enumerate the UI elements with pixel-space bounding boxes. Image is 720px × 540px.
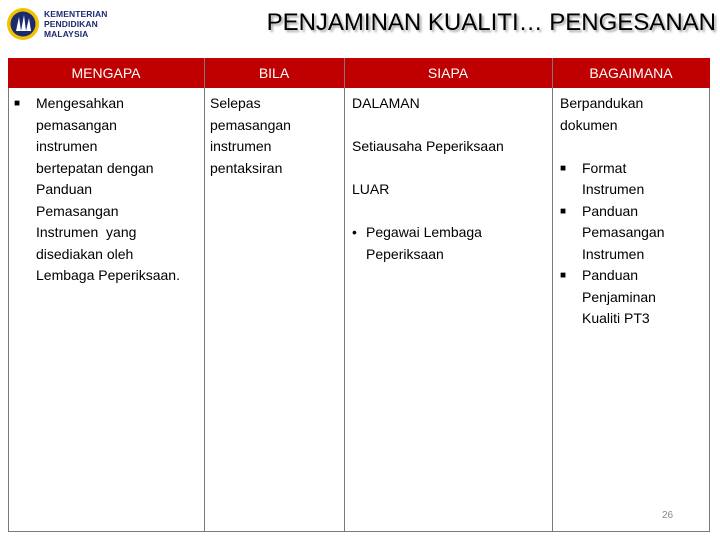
list-item (14, 93, 204, 287)
cell-bagaimana (560, 93, 708, 330)
bagaimana-item-line: Instrumen (582, 245, 645, 262)
bagaimana-intro-line: Berpandukan (560, 95, 644, 111)
bagaimana-item-line: Instrumen (582, 181, 645, 197)
square-bullet-icon: ■ (14, 98, 21, 109)
mengapa-line: Pemasangan (36, 202, 119, 219)
list-item (560, 201, 708, 266)
header-mengapa: MENGAPA (8, 58, 204, 88)
bila-line: pentaksiran (210, 159, 283, 176)
bila-line: instrumen (210, 138, 272, 154)
column-divider (552, 58, 553, 532)
bagaimana-item-line: Pemasangan (582, 224, 665, 240)
bagaimana-item-line: Panduan (582, 267, 639, 283)
mengapa-line: Instrumen yang (36, 224, 137, 240)
cell-siapa (352, 93, 548, 265)
cell-mengapa (14, 93, 204, 287)
bagaimana-item-line: Penjaminan (582, 288, 656, 305)
logo-line-1: KEMENTERIAN (44, 9, 108, 19)
square-bullet-icon: ■ (560, 270, 567, 281)
siapa-pegawai-line: Pegawai Lembaga (366, 224, 482, 240)
header-bagaimana: BAGAIMANA (552, 58, 710, 88)
bila-line: Selepas (210, 95, 261, 111)
square-bullet-icon: ■ (560, 205, 567, 217)
logo-line-3: MALAYSIA (44, 29, 89, 39)
siapa-luar-label: LUAR (352, 181, 390, 197)
ministry-emblem-icon (6, 7, 40, 41)
bila-line: pemasangan (210, 116, 291, 133)
column-divider (204, 58, 205, 532)
bagaimana-intro (560, 93, 708, 136)
siapa-dalaman-label: DALAMAN (352, 95, 420, 111)
mengapa-line: Mengesahkan (36, 95, 124, 111)
mengapa-line: Panduan (36, 181, 93, 197)
mengapa-line: Lembaga Peperiksaan. (36, 267, 180, 283)
logo-line-2: PENDIDIKAN (44, 19, 98, 29)
bagaimana-item-line: Panduan (582, 202, 639, 219)
square-bullet-icon: ■ (560, 162, 567, 174)
siapa-pegawai-line: Peperiksaan (366, 245, 444, 262)
slide-title: PENJAMINAN KUALITI… PENGESANAN (266, 9, 716, 36)
header-siapa: SIAPA (344, 58, 552, 88)
mengapa-line: pemasangan (36, 116, 117, 133)
bagaimana-intro-line: dokumen (560, 116, 618, 133)
list-item (352, 222, 548, 265)
logo-wordmark (44, 9, 107, 39)
ministry-logo (6, 6, 136, 42)
bagaimana-item-line: Format (582, 159, 627, 176)
mengapa-line: instrumen (36, 138, 98, 154)
mengapa-line: bertepatan dengan (36, 159, 154, 176)
bagaimana-item-line: Kualiti PT3 (582, 310, 650, 326)
siapa-setiausaha: Setiausaha Peperiksaan (352, 138, 504, 154)
list-item (560, 158, 708, 201)
page-number: 26 (662, 510, 674, 521)
header-bila: BILA (204, 58, 344, 88)
mengapa-line: disediakan oleh (36, 245, 134, 262)
cell-bila (210, 93, 340, 179)
dot-bullet-icon: • (352, 224, 357, 240)
column-divider (344, 58, 345, 532)
list-item (560, 265, 708, 330)
